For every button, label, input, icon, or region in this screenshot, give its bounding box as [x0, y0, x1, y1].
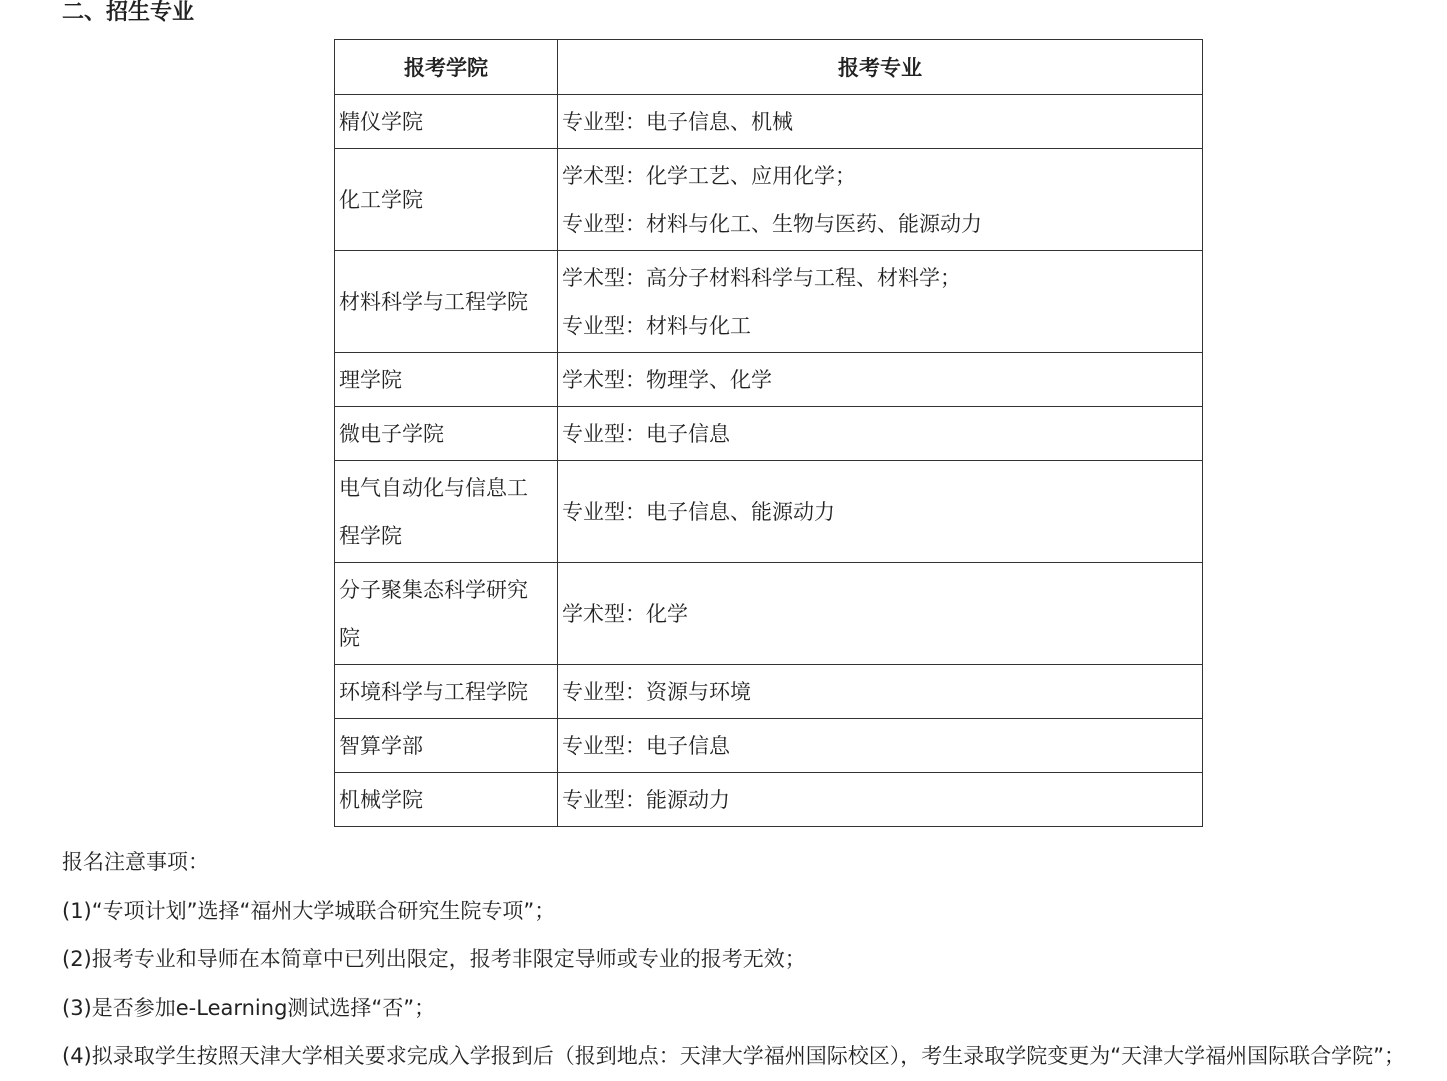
major-cell	[558, 251, 1203, 353]
college-cell	[335, 95, 558, 149]
major-cell	[558, 461, 1203, 563]
table-row	[335, 251, 1203, 353]
major-cell	[558, 95, 1203, 149]
college-cell	[335, 353, 558, 407]
registration-notes	[62, 838, 1405, 1081]
major-line: 专业型：材料与化工、生物与医药、能源动力	[562, 211, 982, 236]
header-major: 报考专业	[558, 40, 1203, 95]
major-cell	[558, 563, 1203, 665]
college-cell	[335, 773, 558, 827]
major-line: 专业型：电子信息、能源动力	[562, 499, 835, 524]
college-name: 环境科学与工程学院	[339, 679, 528, 704]
major-cell	[558, 665, 1203, 719]
major-line: 专业型：资源与环境	[562, 679, 751, 704]
college-name: 精仪学院	[339, 109, 423, 134]
college-cell	[335, 149, 558, 251]
notes-title: 报名注意事项：	[62, 850, 209, 874]
major-line: 专业型：能源动力	[562, 787, 730, 812]
major-cell	[558, 407, 1203, 461]
college-cell	[335, 461, 558, 563]
note-item: (2)报考专业和导师在本简章中已列出限定，报考非限定导师或专业的报考无效；	[62, 947, 806, 972]
table-row	[335, 665, 1203, 719]
note-item: (1)“专项计划”选择“福州大学城联合研究生院专项”；	[62, 898, 556, 923]
major-line: 学术型：化学工艺、应用化学；	[562, 163, 856, 188]
college-name: 电气自动化与信息工	[339, 475, 528, 500]
note-item: (4)拟录取学生按照天津大学相关要求完成入学报到后（报到地点：天津大学福州国际校区），考生录取学院变更为“天津大学福州国际联合学院”；	[62, 1044, 1405, 1069]
college-name: 理学院	[339, 367, 402, 392]
table-row	[335, 719, 1203, 773]
major-line: 学术型：高分子材料科学与工程、材料学；	[562, 265, 961, 290]
major-line: 专业型：电子信息、机械	[562, 109, 793, 134]
table-row	[335, 461, 1203, 563]
header-college: 报考学院	[335, 40, 558, 95]
college-cell	[335, 665, 558, 719]
college-name: 程学院	[339, 523, 402, 548]
college-name: 微电子学院	[339, 421, 444, 446]
major-line: 专业型：电子信息	[562, 421, 730, 446]
college-name: 材料科学与工程学院	[339, 289, 528, 314]
major-cell	[558, 719, 1203, 773]
college-cell	[335, 719, 558, 773]
majors-table	[334, 39, 1203, 827]
college-name: 智算学部	[339, 733, 423, 758]
college-name: 院	[339, 625, 360, 650]
table-row	[335, 563, 1203, 665]
table-row	[335, 407, 1203, 461]
major-line: 专业型：电子信息	[562, 733, 730, 758]
major-cell	[558, 353, 1203, 407]
section-title: 二、招生专业	[62, 0, 195, 25]
table-row	[335, 353, 1203, 407]
college-name: 分子聚集态科学研究	[339, 577, 528, 602]
college-cell	[335, 251, 558, 353]
major-cell	[558, 149, 1203, 251]
college-cell	[335, 563, 558, 665]
major-line: 专业型：材料与化工	[562, 313, 751, 338]
table-header-row	[335, 40, 1203, 95]
major-cell	[558, 773, 1203, 827]
table-row	[335, 149, 1203, 251]
table-row	[335, 95, 1203, 149]
college-cell	[335, 407, 558, 461]
major-line: 学术型：物理学、化学	[562, 367, 772, 392]
college-name: 化工学院	[339, 187, 423, 212]
note-item: (3)是否参加e-Learning测试选择“否”；	[62, 995, 436, 1020]
table-row	[335, 773, 1203, 827]
college-name: 机械学院	[339, 787, 423, 812]
major-line: 学术型：化学	[562, 601, 688, 626]
